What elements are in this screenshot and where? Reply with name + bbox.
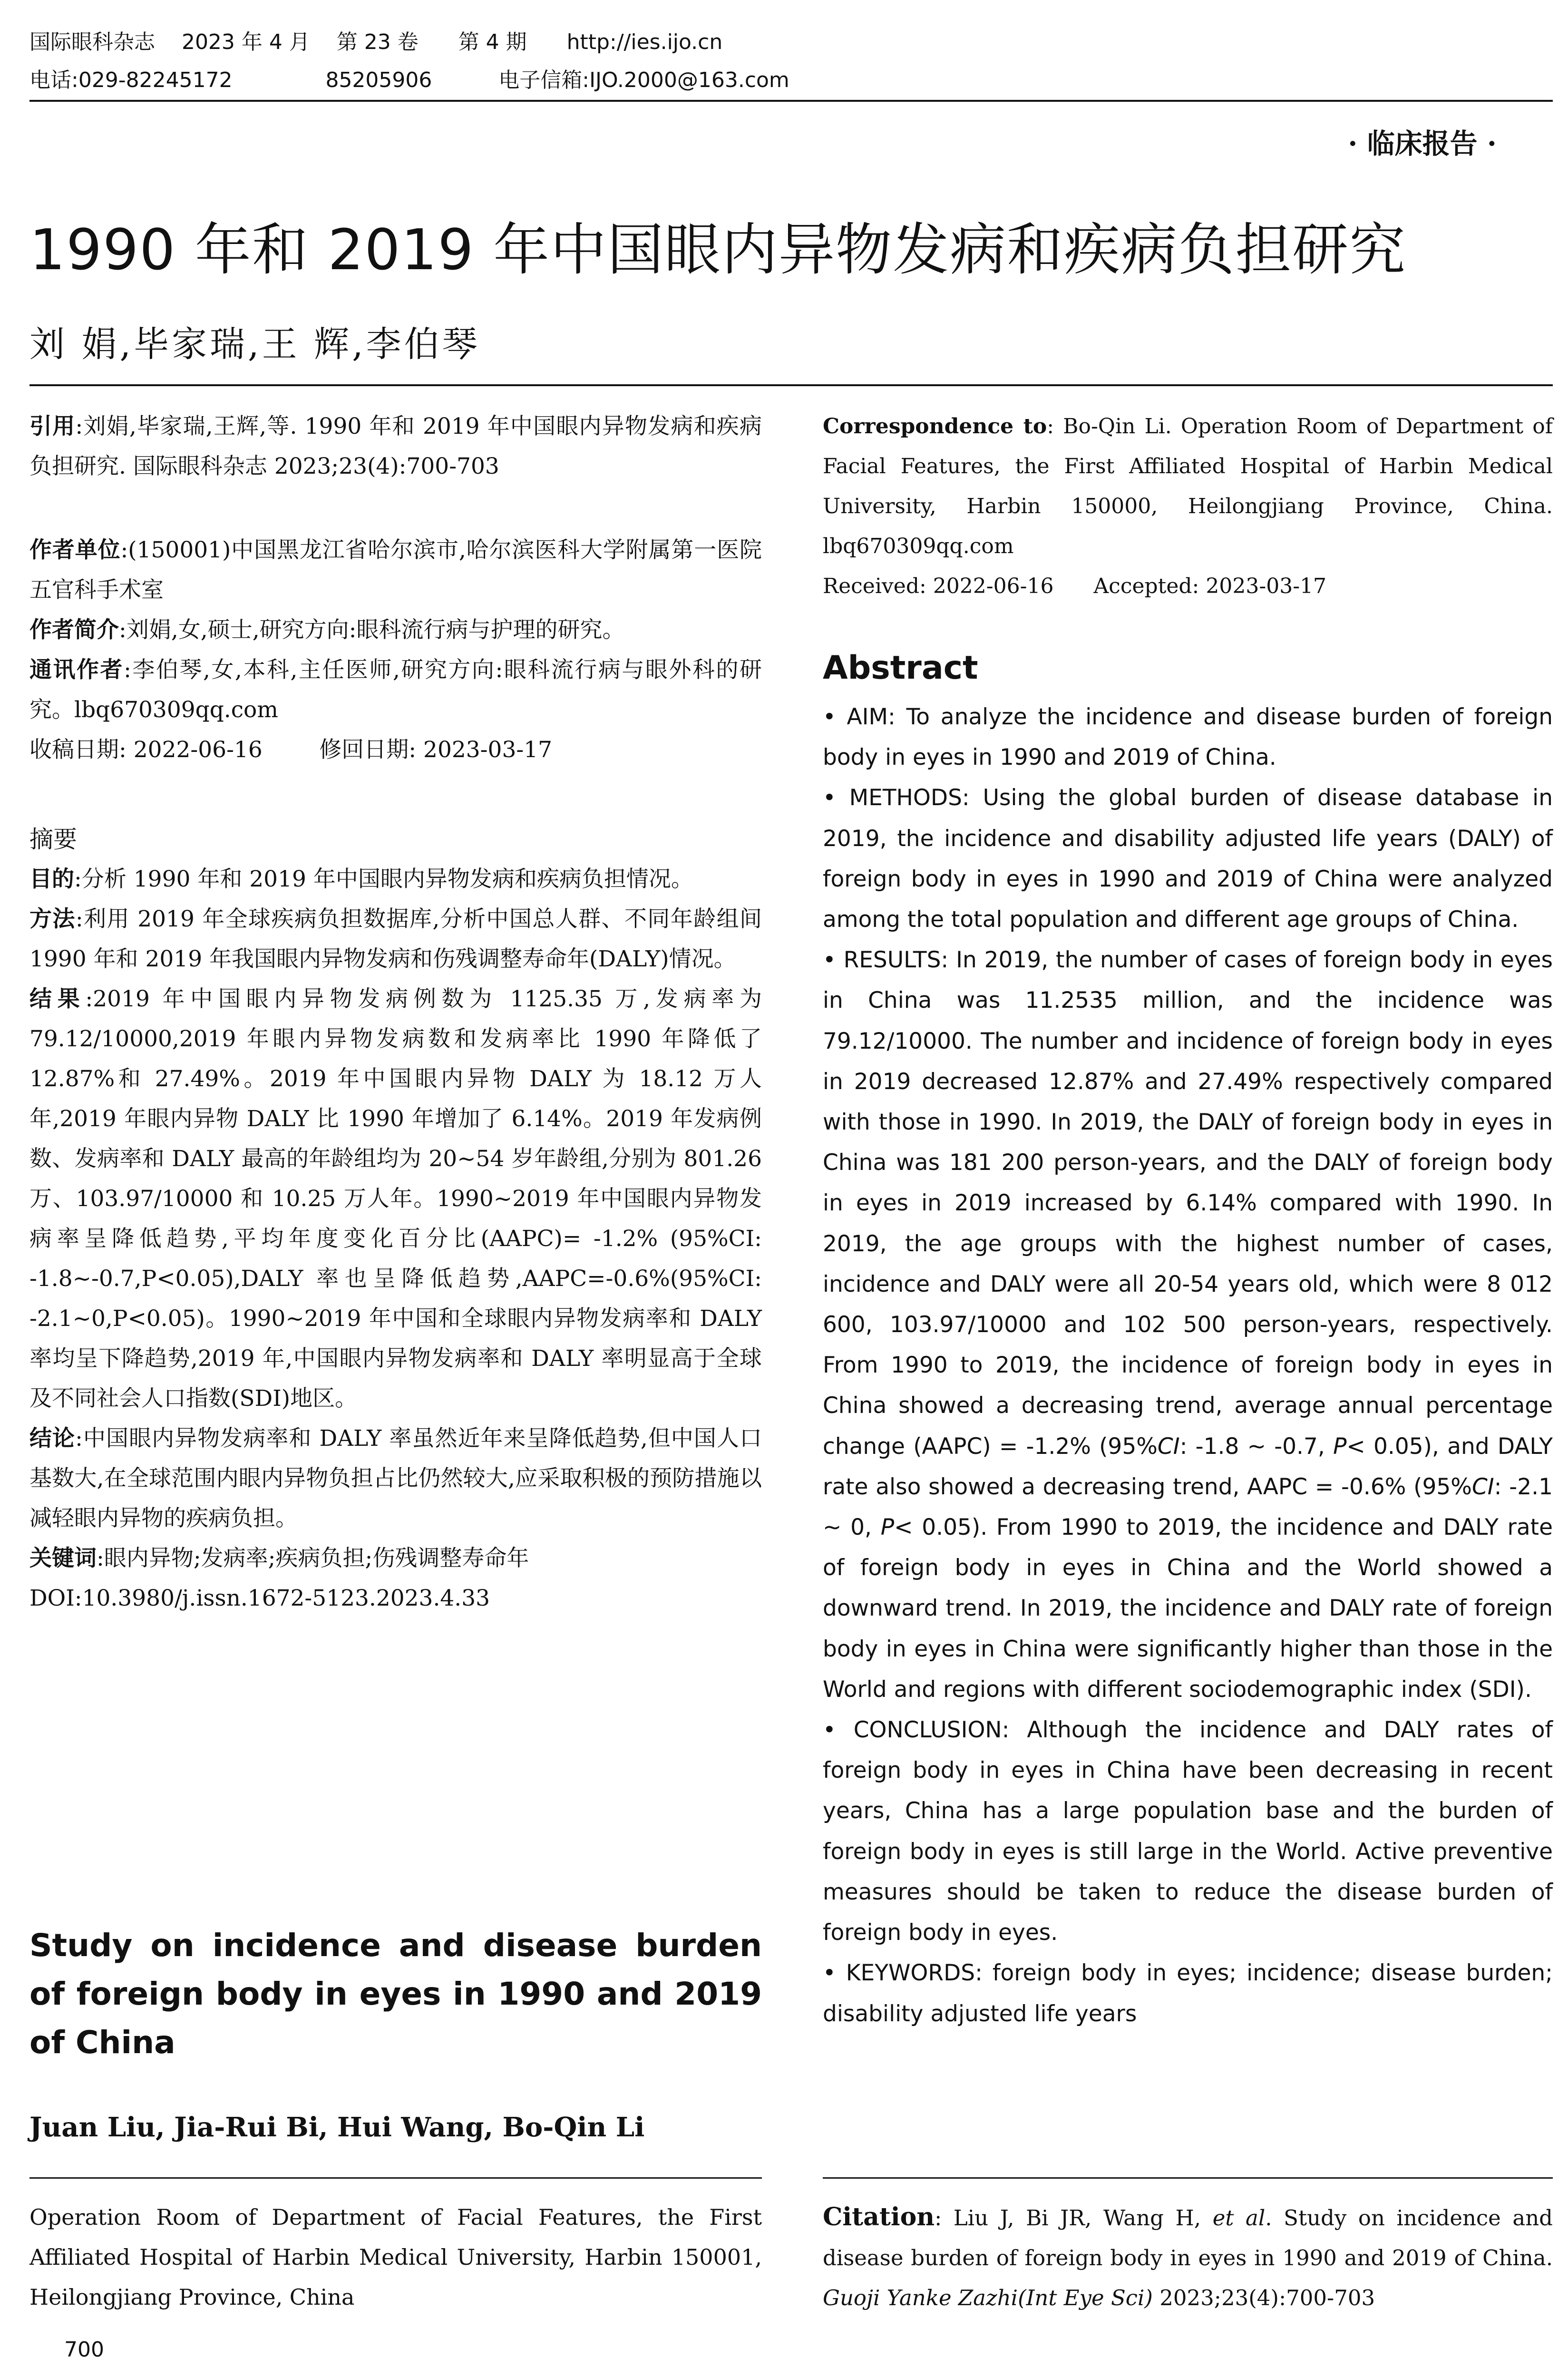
english-affiliation: Operation Room of Department of Facial Features, the First Affiliated Hospital of Harbin Medical University, Harbin 150001, Heilongjiang Province, China [29,2204,762,2310]
title-rule [29,384,1553,386]
page-number: 700 [64,2338,104,2362]
cn-unit-label: 作者单位 [29,537,121,563]
abstract-results [823,940,1553,1710]
article-authors: 刘 娟,毕家瑞,王 辉,李伯琴 [29,324,480,365]
p-italic: P [1333,1433,1347,1460]
abstract-aim: • AIM: To analyze the incidence and disease burden of foreign body in eyes in 1990 and 2019 of China. [823,704,1553,771]
results-part-b: : -1.8 ~ -0.7, [1179,1433,1334,1460]
header-rule [29,100,1553,102]
cn-keywords-label: 关键词 [29,1545,97,1571]
citation-etal: et al [1212,2205,1266,2231]
citation-text-1: : Liu J, Bi JR, Wang H, [935,2205,1213,2231]
cn-results-label: 结果 [29,986,86,1012]
correspondence-text: : Bo-Qin Li. Operation Room of Department of Facial Features, the First Affiliated Hospital of Harbin Medical University, Harbin 150000, Heilongjiang Province, China. lbq670309qq.com [823,414,1553,558]
cn-methods-text: :利用 2019 年全球疾病负担数据库,分析中国总人群、不同年龄组间 1990 年和 2019 年我国眼内异物发病和伤残调整寿命年(DALY)情况。 [29,906,762,972]
cn-dates: 收稿日期: 2022-06-16 修回日期: 2023-03-17 [29,737,553,763]
cn-citation-label: 引用 [29,413,76,439]
english-abstract [823,697,1553,2034]
citation-rule [823,2177,1553,2179]
cn-citation [29,407,762,487]
citation-text-3: 2023;23(4):700-703 [1152,2285,1375,2310]
section-label: · 临床报告 · [1348,127,1497,160]
cn-conclusion-label: 结论 [29,1425,76,1452]
correspondence-label: Correspondence to [823,414,1047,438]
abstract-heading: Abstract [823,649,978,687]
cn-methods-label: 方法 [29,906,76,932]
abstract-methods: • METHODS: Using the global burden of disease database in 2019, the incidence and disability adjusted life years (DALY) of foreign body in eyes in 1990 and 2019 of China were analyzed among the total population and different age groups of China. [823,785,1553,933]
results-part-a: • RESULTS: In 2019, the number of cases of foreign body in eyes in China was 11.2535 million, and the incidence was 79.12/10000. The number and incidence of foreign body in eyes in 2019 decreased 12.87% and 27.49% respectively compared with those in 1990. In 2019, the DALY of foreign body in eyes in China was 181 200 person-years, and the DALY of foreign body in eyes in 2019 increased by 6.14% compared with 1990. In 2019, the age groups with the highest number of cases, incidence and DALY were all 20-54 years old, which were 8 012 600, 103.97/10000 and 102 500 person-years, respectively. From 1990 to 2019, the incidence of foreign body in eyes in China showed a decreasing trend, average annual percentage change (AAPC) = -1.2% (95% [823,947,1553,1460]
ci-italic-2: CI [1471,1473,1494,1500]
citation-label: Citation [823,2202,935,2231]
cn-unit-text: :(150001)中国黑龙江省哈尔滨市,哈尔滨医科大学附属第一医院五官科手术室 [29,537,762,603]
ci-italic: CI [1157,1433,1180,1460]
journal-header-line2: 电话:029-82245172 85205906 电子信箱:IJO.2000@163.com [29,68,789,92]
cn-keywords-text: :眼内异物;发病率;疾病负担;伤残调整寿命年 [97,1545,529,1571]
cn-aim-label: 目的 [29,866,74,892]
cn-abstract [29,820,762,1618]
cn-doi: DOI:10.3980/j.issn.1672-5123.2023.4.33 [29,1585,490,1611]
cn-results-text: :2019 年中国眼内异物发病例数为 1125.35 万,发病率为 79.12/10000,2019 年眼内异物发病数和发病率比 1990 年降低了 12.87%和 27.49%。2019 年中国眼内异物 DALY 为 18.12 万人年,2019 年眼内异物 DALY 比 1990 年增加了 6.14%。2019 年发病例数、发病率和 DALY 最高的年龄组均为 20~54 岁年龄组,分别为 801.26 万、103.97/10000 和 10.25 万人年。1990~2019 年中国眼内异物发病率呈降低趋势,平均年度变化百分比(AAPC)= -1.2% (95%CI: -1.8~-0.7,P<0.05),DALY 率也呈降低趋势,AAPC=-0.6%(95%CI: -2.1~0,P<0.05)。1990~2019 年中国和全球眼内异物发病率和 DALY 率均呈下降趋势,2019 年,中国眼内异物发病率和 DALY 率明显高于全球及不同社会人口指数(SDI)地区。 [29,986,762,1412]
english-citation [823,2197,1553,2318]
received-accepted: Received: 2022-06-16 Accepted: 2023-03-17 [823,574,1327,598]
cn-citation-text: :刘娟,毕家瑞,王辉,等. 1990 年和 2019 年中国眼内异物发病和疾病负担研究. 国际眼科杂志 2023;23(4):700-703 [29,413,762,479]
cn-abstract-heading: 摘要 [29,826,77,853]
cn-corr-label: 通讯作者 [29,657,124,683]
cn-aim-text: :分析 1990 年和 2019 年中国眼内异物发病和疾病负担情况。 [74,866,693,892]
journal-header-line1: 国际眼科杂志 2023 年 4 月 第 23 卷 第 4 期 http://ies.ijo.cn [29,30,723,54]
cn-bio-label: 作者简介 [29,617,119,643]
cn-corr-text: :李伯琴,女,本科,主任医师,研究方向:眼科流行病与眼外科的研究。lbq670309qq.com [29,657,762,723]
results-part-c: < 0.05), and DALY rate also showed a decreasing trend, AAPC = -0.6% (95% [823,1433,1553,1500]
results-part-d: : -2.1 ~ 0, [823,1473,1553,1541]
abstract-keywords: • KEYWORDS: foreign body in eyes; incidence; disease burden; disability adjusted life years [823,1960,1553,2027]
english-title: Study on incidence and disease burden of foreign body in eyes in 1990 and 2019 of China [29,1927,762,2061]
english-authors: Juan Liu, Jia-Rui Bi, Hui Wang, Bo-Qin Li [29,2112,645,2143]
affiliation-rule [29,2177,762,2179]
correspondence-block [823,407,1553,606]
results-part-e: < 0.05). From 1990 to 2019, the incidence and DALY rate of foreign body in eyes in China and the World showed a downward trend. In 2019, the incidence and DALY rate of foreign body in eyes in China were significantly higher than those in the World and regions with different sociodemographic index (SDI). [823,1514,1553,1703]
cn-author-info [29,530,762,770]
p-italic-2: P [880,1514,895,1541]
citation-journal: Guoji Yanke Zazhi(Int Eye Sci) [823,2285,1153,2310]
article-title: 1990 年和 2019 年中国眼内异物发病和疾病负担研究 [29,217,1407,283]
citation-text-2: . Study on incidence and disease burden of foreign body in eyes in 1990 and 2019 of China. [823,2205,1553,2270]
cn-conclusion-text: :中国眼内异物发病率和 DALY 率虽然近年来呈降低趋势,但中国人口基数大,在全球范围内眼内异物负担占比仍然较大,应采取积极的预防措施以减轻眼内异物的疾病负担。 [29,1425,762,1531]
abstract-conclusion: • CONCLUSION: Although the incidence and DALY rates of foreign body in eyes in China have been decreasing in recent years, China has a large population base and the burden of foreign body in eyes is still large in the World. Active preventive measures should be taken to reduce the disease burden of foreign body in eyes. [823,1717,1553,1946]
cn-bio-text: :刘娟,女,硕士,研究方向:眼科流行病与护理的研究。 [119,617,625,643]
